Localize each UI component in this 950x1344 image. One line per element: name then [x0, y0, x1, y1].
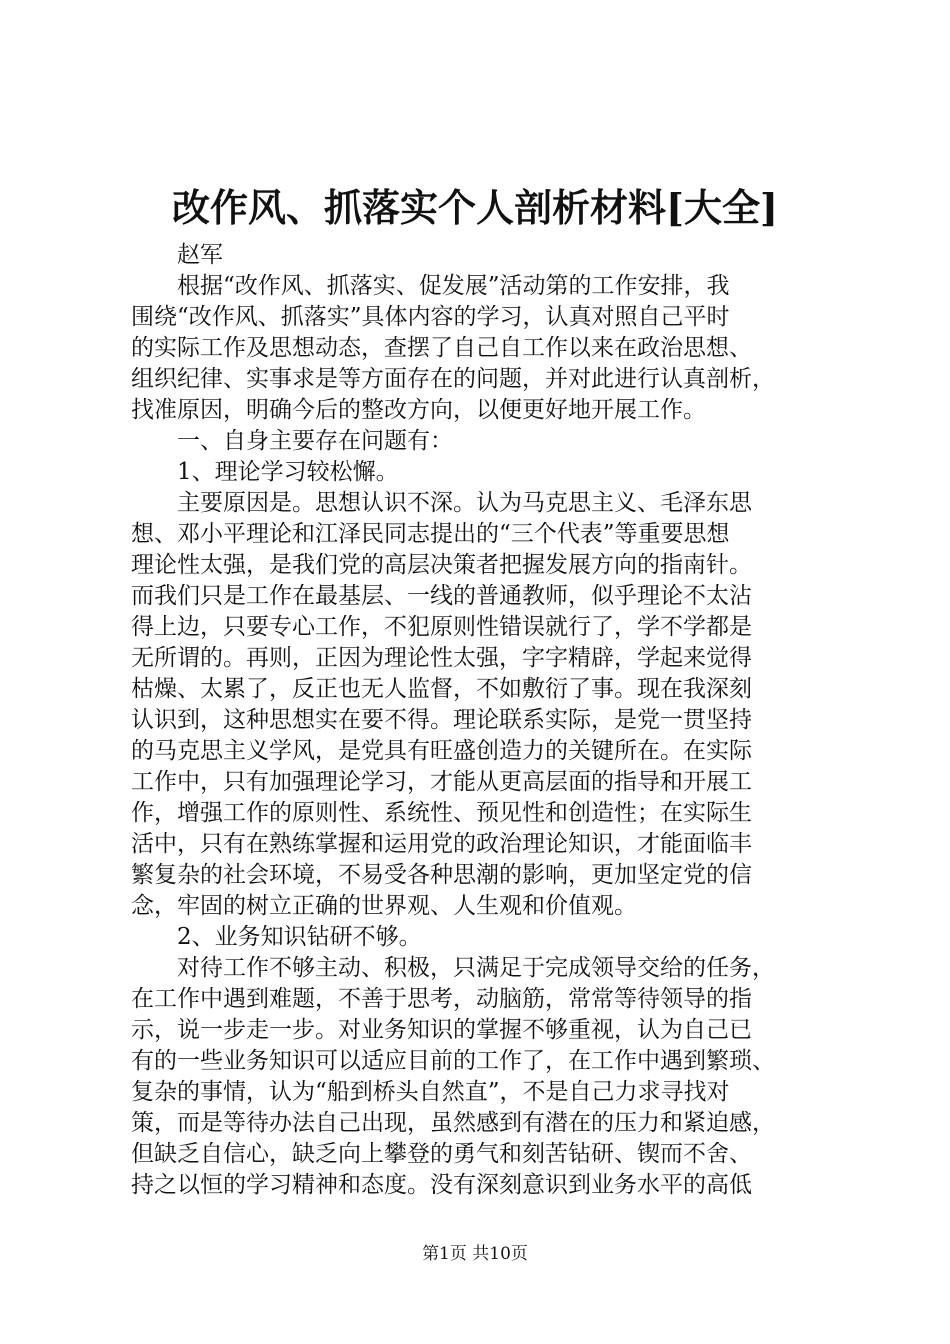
text-line: 围绕“改作风、抓落实”具体内容的学习，认真对照自己平时	[131, 304, 730, 330]
paragraph-lines	[131, 271, 831, 1201]
document-body	[131, 240, 831, 1201]
text-line: 繁复杂的社会环境，不易受各种思潮的影响，更加坚定党的信	[131, 862, 752, 888]
text-line: 对待工作不够主动、积极，只满足于完成领导交给的任务，	[177, 955, 775, 981]
page-footer: 第1页 共10页	[422, 1244, 528, 1264]
text-line: 枯燥、太累了，反正也无人监督，不如敷衍了事。现在我深刻	[131, 676, 752, 702]
text-line: 无所谓的。再则，正因为理论性太强，字字精辟，学起来觉得	[131, 645, 752, 671]
text-line: 1、理论学习较松懈。	[177, 459, 399, 485]
text-line: 得上边，只要专心工作，不犯原则性错误就行了，学不学都是	[131, 614, 752, 640]
text-line: 的马克思主义学风，是党具有旺盛创造力的关键所在。在实际	[131, 738, 752, 764]
text-line: 认识到，这种思想实在要不得。理论联系实际，是党一贯坚持	[131, 707, 752, 733]
text-line: 示，说一步走一步。对业务知识的掌握不够重视，认为自己已	[131, 1017, 752, 1043]
document-title: 改作风、抓落实个人剖析材料[大全]	[172, 185, 778, 230]
text-line: 复杂的事情，认为“船到桥头自然直”，不是自己力求寻找对	[131, 1079, 730, 1105]
text-line: 持之以恒的学习精神和态度。没有深刻意识到业务水平的高低	[131, 1172, 752, 1198]
text-line: 找准原因，明确今后的整改方向，以便更好地开展工作。	[131, 397, 706, 423]
text-line: 理论性太强，是我们党的高层决策者把握发展方向的指南针。	[131, 552, 752, 578]
text-line: 但缺乏自信心，缺乏向上攀登的勇气和刻苦钻研、锲而不舍、	[131, 1141, 752, 1167]
text-line: 工作中，只有加强理论学习，才能从更高层面的指导和开展工	[131, 769, 752, 795]
text-line: 作，增强工作的原则性、系统性、预见性和创造性；在实际生	[131, 800, 752, 826]
text-line: 根据“改作风、抓落实、促发展”活动第的工作安排，我	[177, 273, 730, 299]
author-name: 赵军	[177, 242, 223, 268]
text-line: 组织纪律、实事求是等方面存在的问题，并对此进行认真剖析，	[131, 366, 775, 392]
text-line: 念，牢固的树立正确的世界观、人生观和价值观。	[131, 893, 637, 919]
text-line: 2、业务知识钻研不够。	[177, 924, 422, 950]
text-line: 一、自身主要存在问题有：	[177, 428, 453, 454]
text-line: 而我们只是工作在最基层、一线的普通教师，似乎理论不太沾	[131, 583, 752, 609]
text-line: 在工作中遇到难题，不善于思考，动脑筋，常常等待领导的指	[131, 986, 752, 1012]
text-line: 有的一些业务知识可以适应目前的工作了，在工作中遇到繁琐、	[131, 1048, 775, 1074]
text-line: 想、邓小平理论和江泽民同志提出的“三个代表”等重要思想	[131, 521, 730, 547]
text-line: 策，而是等待办法自己出现，虽然感到有潜在的压力和紧迫感，	[131, 1110, 775, 1136]
text-line: 活中，只有在熟练掌握和运用党的政治理论知识，才能面临丰	[131, 831, 752, 857]
text-line: 的实际工作及思想动态，查摆了自己自工作以来在政治思想、	[131, 335, 752, 361]
text-line: 主要原因是。思想认识不深。认为马克思主义、毛泽东思	[177, 490, 752, 516]
